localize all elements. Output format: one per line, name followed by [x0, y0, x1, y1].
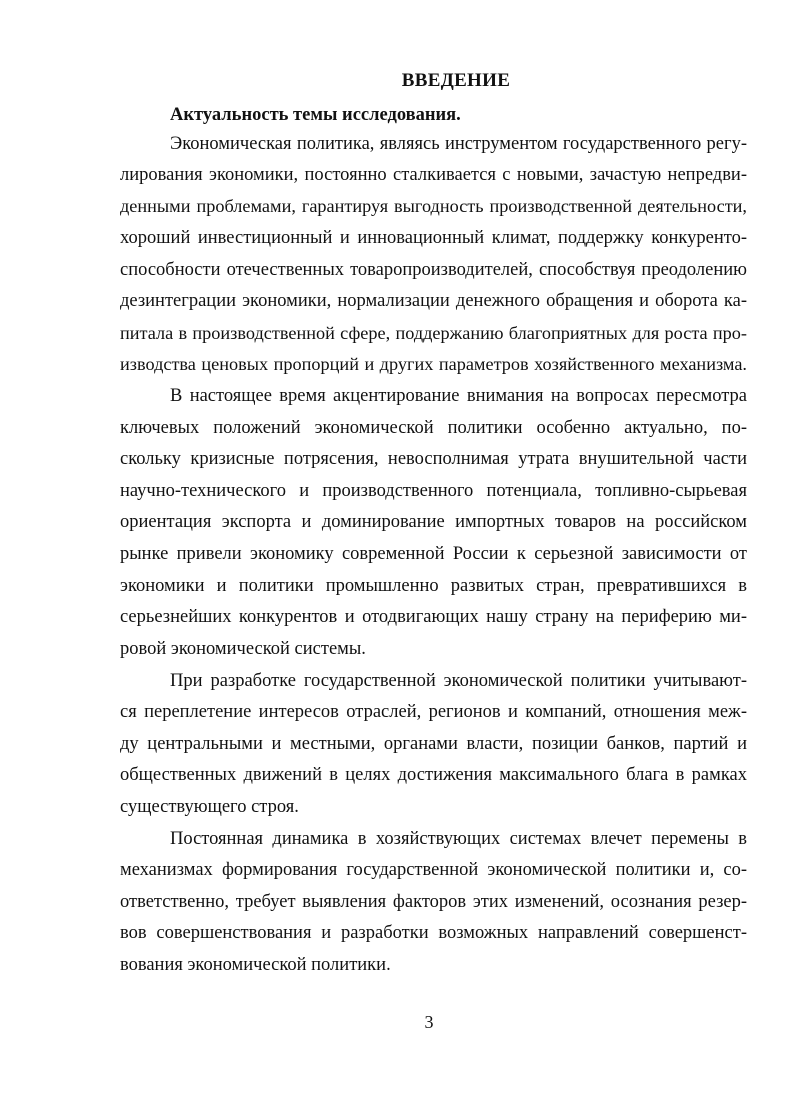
text-line: При разработке государственной экономической политики учитывают-	[170, 671, 747, 691]
text-line: экономики и политики промышленно развитых стран, превратившихся в	[120, 576, 747, 596]
text-line: рынке привели экономику современной России к серьезной зависимости от	[120, 544, 747, 564]
text-line: научно-технического и производственного потенциала, топливно-сырьевая	[120, 481, 747, 501]
text-line: общественных движений в целях достижения максимального блага в рамках	[120, 765, 747, 785]
section-heading: ВВЕДЕНИЕ	[401, 70, 511, 91]
text-line: хороший инвестиционный и инновационный климат, поддержку конкуренто-	[120, 228, 747, 248]
text-line: механизмах формирования государственной экономической политики и, со-	[120, 860, 747, 880]
text-line: ровой экономической системы.	[120, 639, 366, 659]
text-line: вов совершенствования и разработки возможных направлений совершенст-	[120, 923, 747, 943]
text-line: ся переплетение интересов отраслей, регионов и компаний, отношения меж-	[120, 702, 747, 722]
text-line: вования экономической политики.	[120, 955, 391, 975]
text-line: В настоящее время акцентирование внимания на вопросах пересмотра	[170, 386, 747, 406]
text-line: изводства ценовых пропорций и других параметров хозяйственного механизма.	[120, 354, 747, 374]
text-line: серьезнейших конкурентов и отодвигающих нашу страну на периферию ми-	[120, 607, 747, 627]
text-line: Постоянная динамика в хозяйствующих системах влечет перемены в	[170, 829, 747, 849]
text-line: способности отечественных товаропроизводителей, способствуя преодолению	[120, 260, 747, 280]
text-line: ориентация экспорта и доминирование импортных товаров на российском	[120, 512, 747, 532]
text-line: скольку кризисные потрясения, невосполнимая утрата внушительной части	[120, 449, 747, 469]
text-line: существующего строя.	[120, 797, 299, 817]
text-line: Экономическая политика, являясь инструментом государственного регу-	[170, 134, 747, 154]
text-line: денными проблемами, гарантируя выгодность производственной деятельности,	[120, 196, 747, 216]
text-line: дезинтеграции экономики, нормализации денежного обращения и оборота ка-	[120, 291, 747, 311]
subsection-heading: Актуальность темы исследования.	[170, 105, 461, 125]
text-line: ключевых положений экономической политики особенно актуально, по-	[120, 418, 747, 438]
page-number: 3	[424, 1012, 434, 1032]
text-line: лирования экономики, постоянно сталкивается с новыми, зачастую непредви-	[120, 165, 747, 185]
text-line: ду центральными и местными, органами власти, позиции банков, партий и	[120, 734, 747, 754]
text-line: ответственно, требует выявления факторов этих изменений, осознания резер-	[120, 892, 747, 912]
text-line: питала в производственной сфере, поддержанию благоприятных для роста про-	[120, 323, 747, 343]
